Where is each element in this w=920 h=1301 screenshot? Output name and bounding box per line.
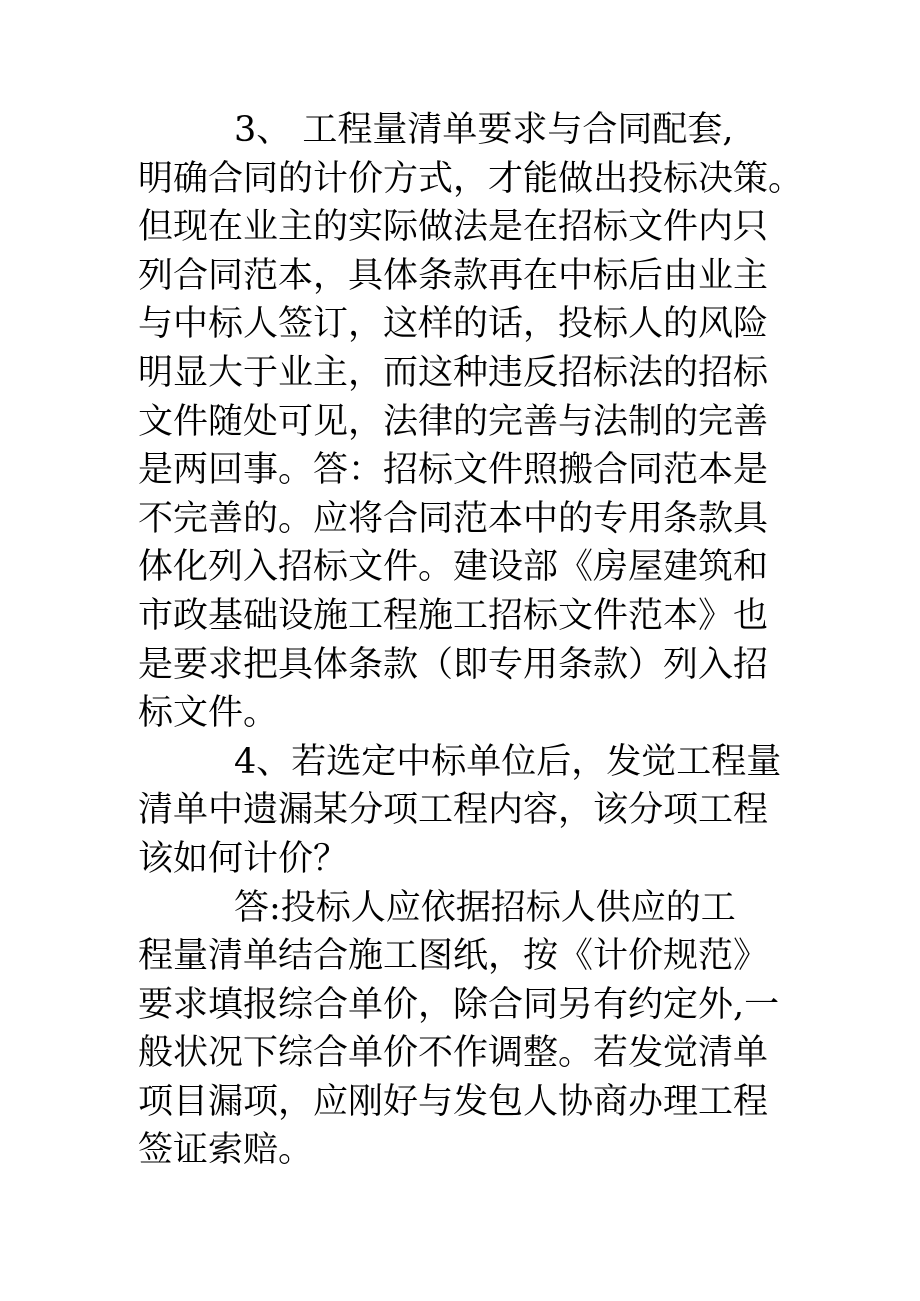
text-line: 体化列入招标文件。建设部《房屋建筑和 <box>138 547 769 588</box>
text-line: 明显大于业主，而这种违反招标法的招标 <box>138 352 769 393</box>
text-line: 签证索赔。 <box>138 1130 314 1171</box>
body-text <box>138 106 804 1175</box>
text-line: 文件随处可见，法律的完善与法制的完善 <box>138 401 769 442</box>
text-line: 4、若选定中标单位后，发觉工程量 <box>234 741 782 782</box>
text-line: 明确合同的计价方式，才能做出投标决策。 <box>138 158 804 199</box>
text-line: 是要求把具体条款（即专用条款）列入招 <box>138 644 769 685</box>
text-line: 项目漏项，应刚好与发包人协商办理工程 <box>138 1081 769 1122</box>
text-line: 程量清单结合施工图纸，按《计价规范》 <box>138 936 769 977</box>
text-line: 要求填报综合单价，除合同另有约定外,一 <box>138 984 780 1025</box>
text-line: 清单中遗漏某分项工程内容，该分项工程 <box>138 790 769 831</box>
text-line: 是两回事。答：招标文件照搬合同范本是 <box>138 450 769 491</box>
text-line: 但现在业主的实际做法是在招标文件内只 <box>138 207 769 248</box>
text-line: 答:投标人应依据招标人供应的工 <box>234 887 736 928</box>
text-line: 标文件。 <box>138 693 279 734</box>
text-line: 3、 工程量清单要求与合同配套, <box>234 110 734 150</box>
text-line: 不完善的。应将合同范本中的专用条款具 <box>138 498 769 539</box>
text-line: 列合同范本，具体条款再在中标后由业主 <box>138 255 769 296</box>
text-line: 该如何计价？ <box>138 838 349 879</box>
text-line: 般状况下综合单价不作调整。若发觉清单 <box>138 1033 769 1074</box>
text-line: 市政基础设施工程施工招标文件范本》也 <box>138 595 769 636</box>
text-line: 与中标人签订，这样的话，投标人的风险 <box>138 304 769 345</box>
